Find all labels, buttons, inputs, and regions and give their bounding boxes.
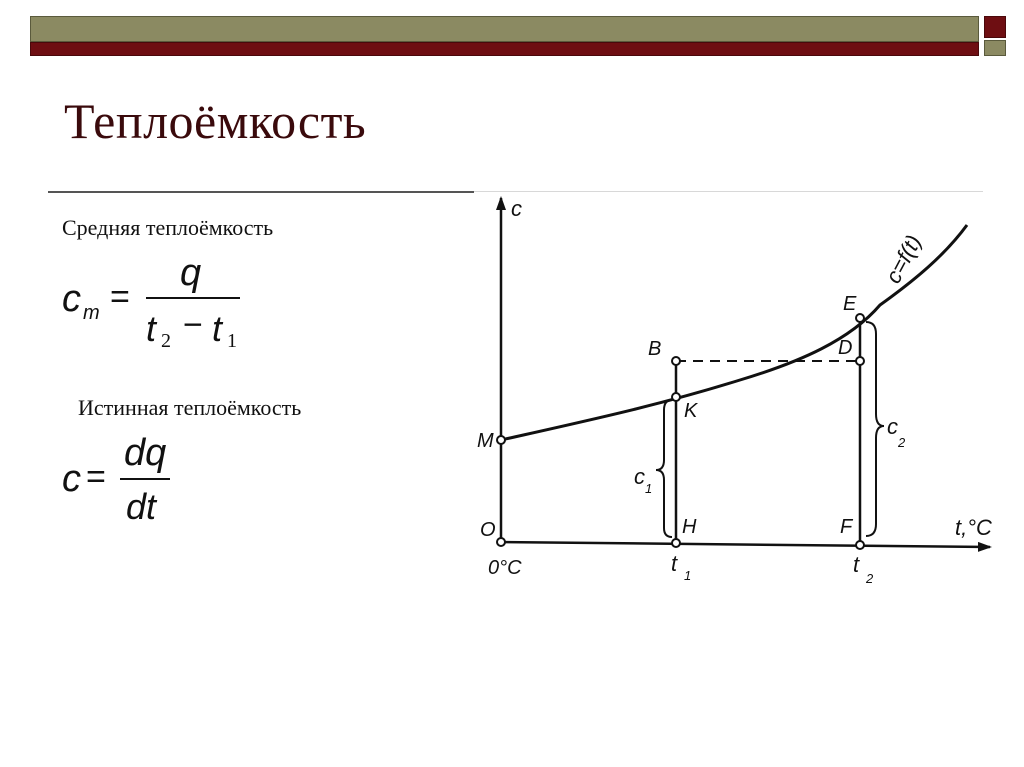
formula2-numerator: dq bbox=[124, 432, 167, 474]
label-d: D bbox=[838, 337, 853, 359]
label-o: O bbox=[480, 519, 496, 541]
formula2-equals: = bbox=[86, 458, 106, 496]
label-t1-sub: 1 bbox=[684, 568, 692, 583]
label-c1: c bbox=[634, 464, 645, 489]
label-h: H bbox=[682, 516, 697, 538]
x-axis bbox=[497, 542, 990, 547]
formula-lhs-sub: m bbox=[83, 302, 100, 324]
label-t1: t bbox=[671, 551, 678, 576]
label-k: K bbox=[684, 400, 698, 422]
x-axis-label: t,°C bbox=[955, 515, 992, 540]
formula-lhs: c bbox=[62, 278, 81, 320]
label-b: B bbox=[648, 338, 662, 360]
true-heat-capacity-heading: Истинная теплоёмкость bbox=[78, 395, 302, 420]
point-f bbox=[856, 541, 864, 549]
point-o bbox=[497, 538, 505, 546]
mean-heat-capacity-heading: Средняя теплоёмкость bbox=[62, 215, 274, 240]
formula-equals: = bbox=[110, 278, 130, 316]
slide-title: Теплоёмкость bbox=[64, 93, 367, 149]
denominator-t2: t bbox=[146, 308, 157, 349]
label-c1-sub: 1 bbox=[645, 481, 653, 496]
label-m: M bbox=[477, 430, 494, 452]
label-c2: c bbox=[887, 414, 898, 439]
label-t2-sub: 2 bbox=[866, 571, 874, 586]
y-axis-label: c bbox=[511, 196, 522, 221]
label-f: F bbox=[840, 516, 853, 538]
curve-label: c=f(t) bbox=[880, 230, 927, 288]
brace-c2 bbox=[866, 322, 884, 536]
point-k bbox=[672, 393, 680, 401]
denominator-minus: − bbox=[183, 306, 203, 344]
point-b bbox=[672, 357, 680, 365]
label-t2: t bbox=[853, 552, 860, 577]
label-c2-sub: 2 bbox=[898, 435, 906, 450]
point-m bbox=[497, 436, 505, 444]
formula2-lhs: c bbox=[62, 458, 81, 500]
label-e: E bbox=[843, 293, 857, 315]
denominator-t1: t bbox=[212, 308, 223, 349]
point-e bbox=[856, 314, 864, 322]
denominator-t2-sub: 2 bbox=[161, 330, 171, 352]
formula2-denominator: dt bbox=[126, 486, 157, 527]
point-d bbox=[856, 357, 864, 365]
denominator-t1-sub: 1 bbox=[227, 330, 237, 352]
point-h bbox=[672, 539, 680, 547]
label-origin-tick: 0°C bbox=[488, 557, 522, 579]
formula-numerator: q bbox=[180, 252, 202, 294]
brace-c1 bbox=[656, 400, 672, 537]
